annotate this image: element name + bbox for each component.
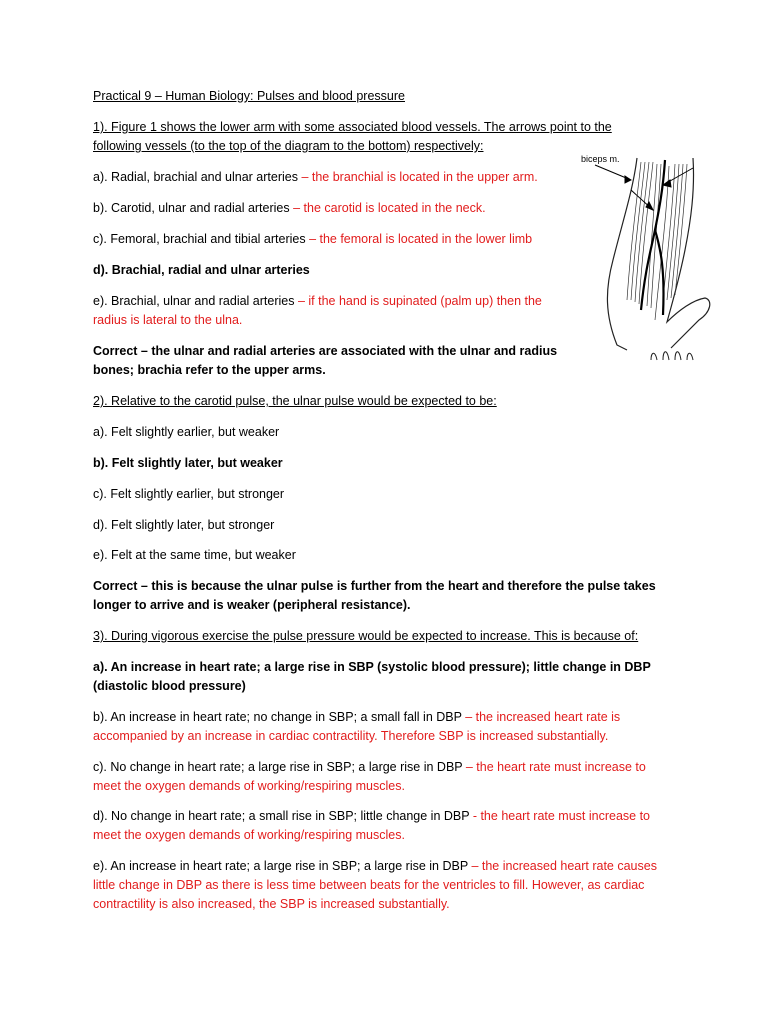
q3-option-b bbox=[93, 708, 620, 727]
q3-option-e-note1: – the increased heart rate causes bbox=[471, 859, 657, 873]
q3-option-b-note1: – the increased heart rate is bbox=[465, 710, 621, 724]
q3-option-c bbox=[93, 758, 646, 777]
q3-option-e-text: e). An increase in heart rate; a large rise in SBP; a large rise in DBP bbox=[93, 859, 472, 873]
q1-option-b-note: – the carotid is located in the neck. bbox=[293, 201, 486, 215]
q3-option-c-text: c). No change in heart rate; a large rise in SBP; a large rise in DBP bbox=[93, 760, 466, 774]
q2-option-b: b). Felt slightly later, but weaker bbox=[93, 456, 283, 470]
q1-option-c bbox=[93, 230, 532, 249]
q2-option-d: d). Felt slightly later, but stronger bbox=[93, 518, 275, 532]
q3-option-c-note1: – the heart rate must increase to bbox=[465, 760, 646, 774]
q2-question: 2). Relative to the carotid pulse, the ulnar pulse would be expected to be: bbox=[93, 394, 497, 408]
fingers bbox=[651, 352, 693, 360]
q1-option-e-note2: radius is lateral to the ulna. bbox=[93, 313, 243, 327]
q3-option-c-note2: meet the oxygen demands of working/respiring muscles. bbox=[93, 779, 405, 793]
page-title: Practical 9 – Human Biology: Pulses and blood pressure bbox=[93, 89, 405, 103]
q1-option-a-text: a). Radial, brachial and ulnar arteries bbox=[93, 170, 302, 184]
q1-option-c-note: – the femoral is located in the lower limb bbox=[309, 232, 533, 246]
q1-option-a bbox=[93, 168, 538, 187]
q2-correct-line1: Correct – this is because the ulnar pulse is further from the heart and therefore the pulse takes bbox=[93, 579, 656, 593]
q3-option-b-note2: accompanied by an increase in cardiac contractility. Therefore SBP is increased substantially. bbox=[93, 729, 609, 743]
q3-option-d bbox=[93, 807, 650, 826]
q3-option-a-line2: (diastolic blood pressure) bbox=[93, 679, 246, 693]
q1-option-c-text: c). Femoral, brachial and tibial arteries bbox=[93, 232, 310, 246]
q1-option-a-note: – the branchial is located in the upper arm. bbox=[301, 170, 538, 184]
q3-option-b-text: b). An increase in heart rate; no change in SBP; a small fall in DBP bbox=[93, 710, 466, 724]
q3-option-d-note1: - the heart rate must increase to bbox=[472, 809, 650, 823]
arm-diagram-svg bbox=[575, 150, 725, 365]
q1-option-e-text: e). Brachial, ulnar and radial arteries bbox=[93, 294, 298, 308]
q2-correct-line2: longer to arrive and is weaker (peripheral resistance). bbox=[93, 598, 411, 612]
q1-option-e-note1: – if the hand is supinated (palm up) then the bbox=[297, 294, 542, 308]
q3-option-e bbox=[93, 857, 657, 876]
q1-question-line1: 1). Figure 1 shows the lower arm with some associated blood vessels. The arrows point to the bbox=[93, 120, 612, 134]
q1-option-e bbox=[93, 292, 542, 311]
q3-option-e-note3: contractility is also increased, the SBP is increased substantially. bbox=[93, 897, 450, 911]
q1-correct-line2: bones; brachia refer to the upper arms. bbox=[93, 363, 326, 377]
q1-question-line2: following vessels (to the top of the diagram to the bottom) respectively: bbox=[93, 139, 484, 153]
biceps-label: biceps m. bbox=[581, 154, 620, 164]
q1-option-b-text: b). Carotid, ulnar and radial arteries bbox=[93, 201, 294, 215]
q3-question: 3). During vigorous exercise the pulse pressure would be expected to increase. This is because of: bbox=[93, 629, 639, 643]
arm-outline-left bbox=[607, 158, 637, 350]
q3-option-e-note2: little change in DBP as there is less time between beats for the ventricles to fill. However, as cardiac bbox=[93, 878, 645, 892]
q3-option-d-note2: meet the oxygen demands of working/respiring muscles. bbox=[93, 828, 405, 842]
q2-option-a: a). Felt slightly earlier, but weaker bbox=[93, 425, 280, 439]
q2-option-e: e). Felt at the same time, but weaker bbox=[93, 548, 296, 562]
q1-correct-line1: Correct – the ulnar and radial arteries are associated with the ulnar and radius bbox=[93, 344, 558, 358]
q1-option-b bbox=[93, 199, 486, 218]
q1-option-d: d). Brachial, radial and ulnar arteries bbox=[93, 263, 310, 277]
q3-option-d-text: d). No change in heart rate; a small rise in SBP; little change in DBP bbox=[93, 809, 473, 823]
q3-option-a-line1: a). An increase in heart rate; a large rise in SBP (systolic blood pressure); little change in DBP bbox=[93, 660, 651, 674]
q2-option-c: c). Felt slightly earlier, but stronger bbox=[93, 487, 285, 501]
arm-diagram bbox=[575, 150, 725, 365]
